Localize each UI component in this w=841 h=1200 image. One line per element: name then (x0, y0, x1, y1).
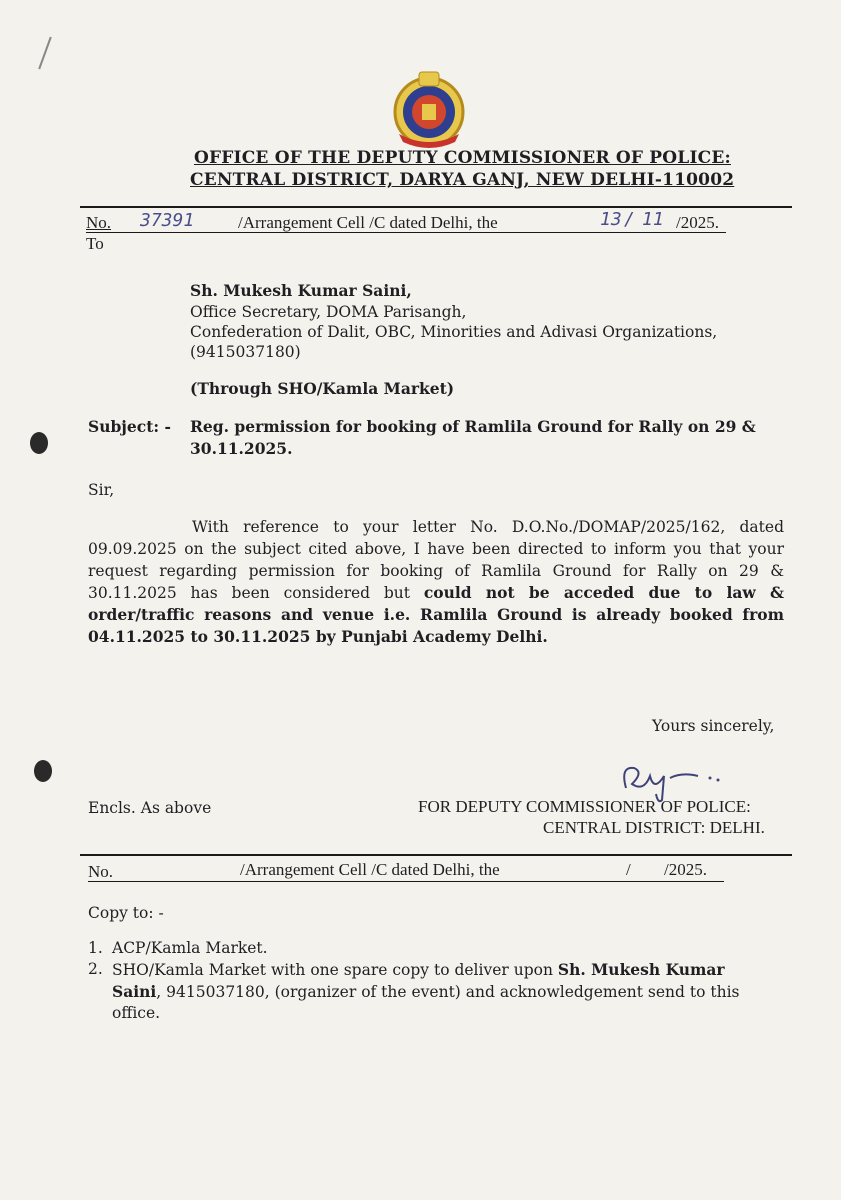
signatory-line1: FOR DEPUTY COMMISSIONER OF POLICE: (418, 797, 751, 816)
copy-item-text-bold: Sh. Mukesh Kumar Saini (112, 960, 725, 1001)
to-label: To (86, 234, 104, 253)
ref2-slash: / (626, 860, 631, 879)
ref-date-slash: / (624, 209, 635, 230)
recipient-name: Sh. Mukesh Kumar Saini, (190, 281, 412, 300)
punch-hole-top (30, 432, 48, 454)
ref2-middle-text: /Arrangement Cell /C dated Delhi, the (240, 860, 500, 879)
ref-date-day: 13 (600, 209, 622, 230)
body-text-bold: could not be acceded due to law & order/traffic reasons and venue i.e. Ramlila Ground is already booked from 04.11.2025 to 30.11.2025 by Punjabi Academy Delhi. (88, 583, 784, 646)
salutation: Sir, (88, 481, 115, 499)
subject-line2: 30.11.2025. (190, 439, 293, 458)
punch-hole-bottom (34, 760, 52, 782)
copy-item-text-pre: SHO/Kamla Market with one spare copy to deliver upon (112, 961, 558, 979)
ref-no-label: No. (86, 213, 112, 232)
ref-date-month: 11 (642, 209, 664, 230)
recipient-through: (Through SHO/Kamla Market) (190, 379, 455, 398)
ref2-year: /2025. (664, 860, 707, 879)
subject-label: Subject: - (88, 417, 171, 436)
ref2-no-label: No. (88, 862, 114, 881)
copy-item-number: 2. (88, 960, 103, 978)
body-paragraph (88, 516, 784, 648)
body-text-regular: With reference to your letter No. D.O.No./DOMAP/2025/162, dated 09.09.2025 on the subject cited above, I have been directed to inform you that your request regarding permission for booking of Ramlila Ground for Rally on 29 & 30.11.2025 has been considered but (88, 518, 784, 602)
ref-no-value: 37391 (140, 210, 195, 231)
recipient-line2: Confederation of Dalit, OBC, Minorities and Adivasi Organizations, (190, 323, 718, 341)
enclosures: Encls. As above (88, 799, 212, 817)
copy-item-text-post: , 9415037180, (organizer of the event) and acknowledgement send to this office. (112, 983, 740, 1022)
copy-item-text: ACP/Kamla Market. (112, 939, 268, 957)
copy-to-item (88, 938, 768, 959)
office-heading-line2: CENTRAL DISTRICT, DARYA GANJ, NEW DELHI-110002 (190, 170, 735, 190)
office-heading-line1: OFFICE OF THE DEPUTY COMMISSIONER OF POLICE: (194, 148, 731, 168)
copy-to-list (88, 938, 768, 1024)
middle-rule (80, 854, 792, 856)
recipient-line1: Office Secretary, DOMA Parisangh, (190, 303, 467, 321)
recipient-line3: (9415037180) (190, 343, 301, 361)
ref-year: /2025. (676, 213, 719, 232)
signatory-line2: CENTRAL DISTRICT: DELHI. (543, 818, 765, 837)
ref-middle-text: /Arrangement Cell /C dated Delhi, the (238, 213, 498, 232)
top-rule (80, 206, 792, 208)
police-emblem-icon (389, 68, 469, 148)
paper-mark (38, 37, 52, 70)
closing: Yours sincerely, (652, 717, 775, 735)
subject-line1: Reg. permission for booking of Ramlila Ground for Rally on 29 & (190, 417, 756, 436)
copy-to-label: Copy to: - (88, 904, 164, 922)
ref2-underline (88, 881, 724, 882)
copy-item-number: 1. (88, 939, 103, 957)
copy-to-item (88, 959, 768, 1024)
